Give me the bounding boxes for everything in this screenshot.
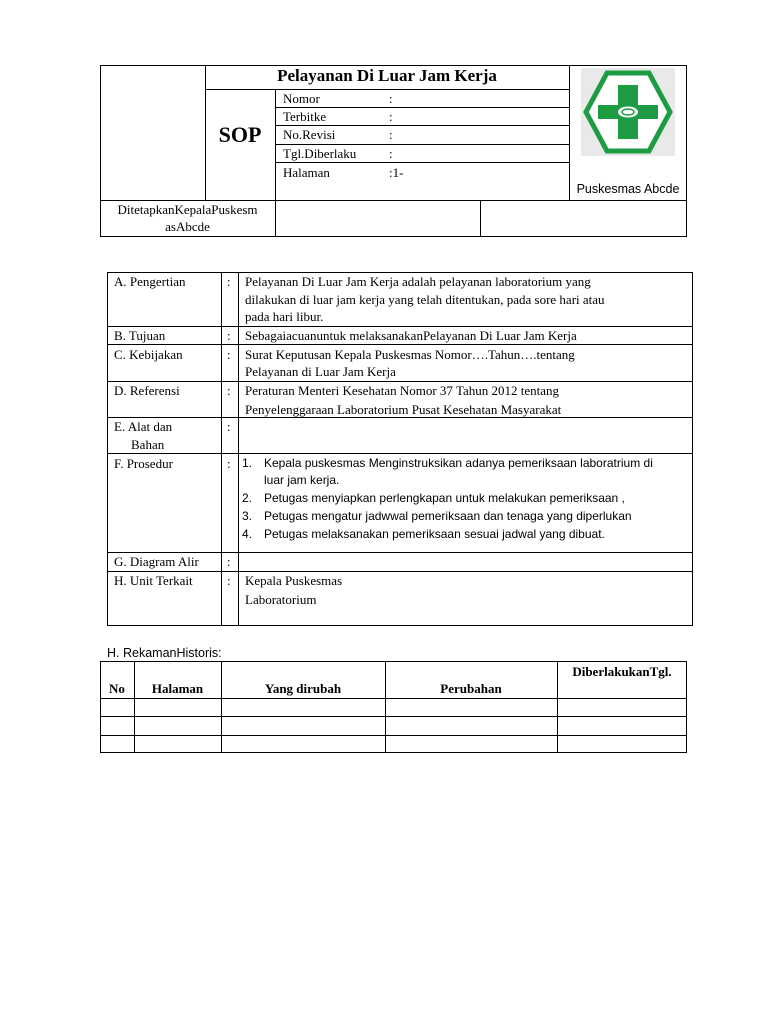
row-label-prosedur: F. Prosedur xyxy=(114,456,173,471)
field-label-terbitke: Terbitke xyxy=(283,109,327,124)
row-text: Laboratorium xyxy=(245,592,317,607)
field-label-nomor: Nomor xyxy=(283,91,320,106)
row-label-alat: Bahan xyxy=(131,437,165,452)
step-number: 1. xyxy=(242,456,253,470)
field-value-terbitke: : xyxy=(389,109,393,124)
row-text: Sebagaiacuanuntuk melaksanakanPelayanan Di Luar Jam Kerja xyxy=(245,328,577,343)
row-label-alat: E. Alat dan xyxy=(114,419,173,434)
sop-label: SOP xyxy=(218,122,262,147)
field-value-nomor: : xyxy=(389,91,393,106)
step-text: Petugas menyiapkan perlengkapan untuk melakukan pemeriksaan , xyxy=(264,491,625,505)
history-divider xyxy=(100,735,687,736)
history-col-diberlakukan: DiberlakukanTgl. xyxy=(572,664,672,679)
header-divider xyxy=(205,89,569,90)
row-text: Pelayanan di Luar Jam Kerja xyxy=(245,364,396,379)
header-divider xyxy=(275,89,276,237)
field-label-revisi: No.Revisi xyxy=(283,127,336,142)
row-colon: : xyxy=(227,383,231,398)
puskesmas-logo xyxy=(581,68,675,156)
step-text: Petugas mengatur jadwwal pemeriksaan dan tenaga yang diperlukan xyxy=(264,509,632,523)
history-col-dirubah: Yang dirubah xyxy=(264,681,342,696)
row-label-unit: H. Unit Terkait xyxy=(114,573,193,588)
history-divider xyxy=(385,661,386,753)
row-colon: : xyxy=(227,328,231,343)
row-text: dilakukan di luar jam kerja yang telah ditentukan, pada sore hari atau xyxy=(245,292,605,307)
row-label-kebijakan: C. Kebijakan xyxy=(114,347,183,362)
step-text: Kepala puskesmas Menginstruksikan adanya pemeriksaan laboratrium di xyxy=(264,456,653,470)
row-label-diagram: G. Diagram Alir xyxy=(114,554,199,569)
field-value-halaman: :1- xyxy=(389,165,404,180)
field-label-tgl: Tgl.Diberlaku xyxy=(283,146,357,161)
row-text: Penyelenggaraan Laboratorium Pusat Kesehatan Masyarakat xyxy=(245,402,562,417)
row-colon: : xyxy=(227,347,231,362)
row-text: Kepala Puskesmas xyxy=(245,573,343,588)
document-title: Pelayanan Di Luar Jam Kerja xyxy=(277,66,497,85)
history-divider xyxy=(134,661,135,753)
ditetapkan-line2: asAbcde xyxy=(165,219,210,234)
row-label-tujuan: B. Tujuan xyxy=(114,328,166,343)
step-number: 3. xyxy=(242,509,253,523)
field-value-revisi: : xyxy=(389,127,393,142)
clinic-name: Puskesmas Abcde xyxy=(576,182,680,196)
row-text: Peraturan Menteri Kesehatan Nomor 37 Tahun 2012 tentang xyxy=(245,383,560,398)
row-text: Pelayanan Di Luar Jam Kerja adalah pelayanan laboratorium yang xyxy=(245,274,591,289)
row-colon: : xyxy=(227,554,231,569)
step-text: luar jam kerja. xyxy=(264,473,340,487)
row-label-referensi: D. Referensi xyxy=(114,383,180,398)
history-divider xyxy=(100,698,687,699)
history-divider xyxy=(100,716,687,717)
step-number: 4. xyxy=(242,527,253,541)
field-label-halaman: Halaman xyxy=(283,165,330,180)
history-col-perubahan: Perubahan xyxy=(440,681,502,696)
step-text: Petugas melaksanakan pemeriksaan sesuai jadwal yang dibuat. xyxy=(264,527,605,541)
history-col-halaman: Halaman xyxy=(151,681,204,696)
history-heading: H. RekamanHistoris: xyxy=(107,646,222,660)
field-value-tgl: : xyxy=(389,146,393,161)
row-colon: : xyxy=(227,419,231,434)
row-text: Surat Keputusan Kepala Puskesmas Nomor….Tahun….tentang xyxy=(245,347,575,362)
row-colon: : xyxy=(227,456,231,471)
history-col-no: No xyxy=(109,681,125,696)
history-divider xyxy=(221,661,222,753)
row-colon: : xyxy=(227,274,231,289)
row-colon: : xyxy=(227,573,231,588)
row-text: pada hari libur. xyxy=(245,309,324,324)
body-divider xyxy=(107,571,693,572)
row-label-pengertian: A. Pengertian xyxy=(114,274,186,289)
step-number: 2. xyxy=(242,491,253,505)
ditetapkan-line1: DitetapkanKepalaPuskesm xyxy=(117,202,258,217)
header-divider xyxy=(480,200,481,237)
